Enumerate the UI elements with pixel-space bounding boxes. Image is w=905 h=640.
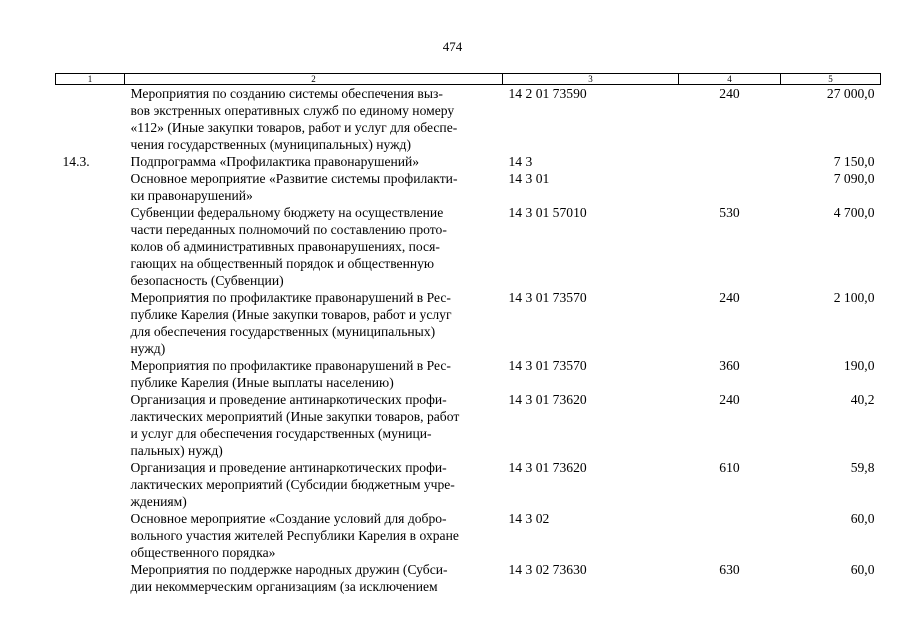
- row-number: [56, 85, 125, 154]
- row-code: 14 3 01: [508, 171, 550, 186]
- row-name-line: вольного участия жителей Республики Карелия в охране: [130, 528, 459, 543]
- row-name: [125, 391, 503, 459]
- row-name: [125, 85, 503, 154]
- table-row: [56, 85, 881, 154]
- row-name-line: Подпрограмма «Профилактика правонарушений»: [130, 154, 420, 169]
- row-amount: 2 100,0: [833, 290, 875, 305]
- row-code: 14 3 01 73620: [508, 392, 587, 407]
- row-amount: 27 000,0: [826, 86, 875, 101]
- row-expense-type: 630: [719, 562, 740, 577]
- column-header-3: 3: [503, 74, 679, 85]
- row-expense-type: 240: [719, 290, 740, 305]
- row-amount: 59,8: [850, 460, 875, 475]
- row-amount: 60,0: [850, 511, 875, 526]
- row-name: [125, 459, 503, 510]
- row-expense-type: 240: [719, 392, 740, 407]
- row-name-line: общественного порядка»: [130, 545, 276, 560]
- table-row: [56, 204, 881, 289]
- row-name-line: ки правонарушений»: [130, 188, 253, 203]
- table-row: [56, 170, 881, 204]
- row-name-line: ждениям): [130, 494, 187, 509]
- row-name: [125, 510, 503, 561]
- row-name-line: лактических мероприятий (Субсидии бюджетным учре-: [130, 477, 455, 492]
- row-code: 14 3: [508, 154, 533, 169]
- row-name-line: публике Карелия (Иные закупки товаров, работ и услуг: [130, 307, 452, 322]
- row-name-line: Мероприятия по профилактике правонарушений в Рес-: [130, 358, 451, 373]
- row-name-line: лактических мероприятий (Иные закупки товаров, работ: [130, 409, 460, 424]
- row-code: 14 3 01 73620: [508, 460, 587, 475]
- row-amount: 60,0: [850, 562, 875, 577]
- row-code: 14 3 01 73570: [508, 290, 587, 305]
- row-name-line: пальных) нужд): [130, 443, 223, 458]
- table-body: [56, 85, 881, 596]
- column-header-4: 4: [679, 74, 781, 85]
- row-number: [56, 459, 125, 510]
- table-row: [56, 153, 881, 170]
- row-number: 14.3.: [62, 154, 90, 169]
- row-name-line: нужд): [130, 341, 166, 356]
- row-name-line: Организация и проведение антинаркотических профи-: [130, 460, 447, 475]
- table-header: [56, 74, 881, 85]
- budget-table: [55, 73, 881, 595]
- row-name: [125, 204, 503, 289]
- row-name: [125, 153, 503, 170]
- row-expense-type: 610: [719, 460, 740, 475]
- row-name-line: безопасность (Субвенции): [130, 273, 284, 288]
- row-code: 14 3 02: [508, 511, 550, 526]
- header-row: [56, 74, 881, 85]
- row-name-line: части переданных полномочий по составлению прото-: [130, 222, 447, 237]
- row-amount: 7 090,0: [833, 171, 875, 186]
- row-number: [56, 391, 125, 459]
- row-name: [125, 561, 503, 595]
- row-code: 14 2 01 73590: [508, 86, 587, 101]
- page-number: 474: [442, 39, 463, 54]
- table-row: [56, 391, 881, 459]
- row-name-line: гающих на общественный порядок и общественную: [130, 256, 435, 271]
- row-name-line: для обеспечения государственных (муниципальных): [130, 324, 436, 339]
- row-code: 14 3 01 57010: [508, 205, 587, 220]
- row-name-line: вов экстренных оперативных служб по единому номеру: [130, 103, 455, 118]
- row-name-line: дии некоммерческим организациям (за исключением: [130, 579, 438, 594]
- row-name-line: Организация и проведение антинаркотических профи-: [130, 392, 447, 407]
- row-number: [56, 289, 125, 357]
- row-name: [125, 289, 503, 357]
- row-amount: 190,0: [843, 358, 875, 373]
- row-expense-type: 530: [719, 205, 740, 220]
- table-row: [56, 561, 881, 595]
- row-name-line: Основное мероприятие «Развитие системы профилакти-: [130, 171, 458, 186]
- table-row: [56, 357, 881, 391]
- row-code: 14 3 02 73630: [508, 562, 587, 577]
- row-expense-type: 240: [719, 86, 740, 101]
- row-code: 14 3 01 73570: [508, 358, 587, 373]
- row-expense-type: [679, 170, 781, 204]
- row-name-line: Субвенции федеральному бюджету на осуществление: [130, 205, 444, 220]
- column-header-2: 2: [125, 74, 503, 85]
- table-row: [56, 459, 881, 510]
- column-header-1: 1: [56, 74, 125, 85]
- column-header-5: 5: [781, 74, 881, 85]
- row-name-line: «112» (Иные закупки товаров, работ и услуг для обеспе-: [130, 120, 458, 135]
- row-number: [56, 357, 125, 391]
- row-number: [56, 204, 125, 289]
- row-name-line: колов об административных правонарушениях, пося-: [130, 239, 440, 254]
- table-row: [56, 510, 881, 561]
- row-expense-type: 360: [719, 358, 740, 373]
- row-name-line: чения государственных (муниципальных) нужд): [130, 137, 412, 152]
- row-expense-type: [679, 510, 781, 561]
- row-number: [56, 561, 125, 595]
- row-amount: 4 700,0: [833, 205, 875, 220]
- row-name-line: Мероприятия по поддержке народных дружин (Субси-: [130, 562, 448, 577]
- row-name-line: Мероприятия по профилактике правонарушений в Рес-: [130, 290, 451, 305]
- table-row: [56, 289, 881, 357]
- row-expense-type: [679, 153, 781, 170]
- row-name: [125, 357, 503, 391]
- row-name-line: Основное мероприятие «Создание условий для добро-: [130, 511, 447, 526]
- row-name: [125, 170, 503, 204]
- row-name-line: публике Карелия (Иные выплаты населению): [130, 375, 394, 390]
- row-number: [56, 170, 125, 204]
- row-name-line: Мероприятия по созданию системы обеспечения выз-: [130, 86, 443, 101]
- row-number: [56, 510, 125, 561]
- row-name-line: и услуг для обеспечения государственных (муници-: [130, 426, 432, 441]
- row-amount: 7 150,0: [833, 154, 875, 169]
- row-amount: 40,2: [850, 392, 875, 407]
